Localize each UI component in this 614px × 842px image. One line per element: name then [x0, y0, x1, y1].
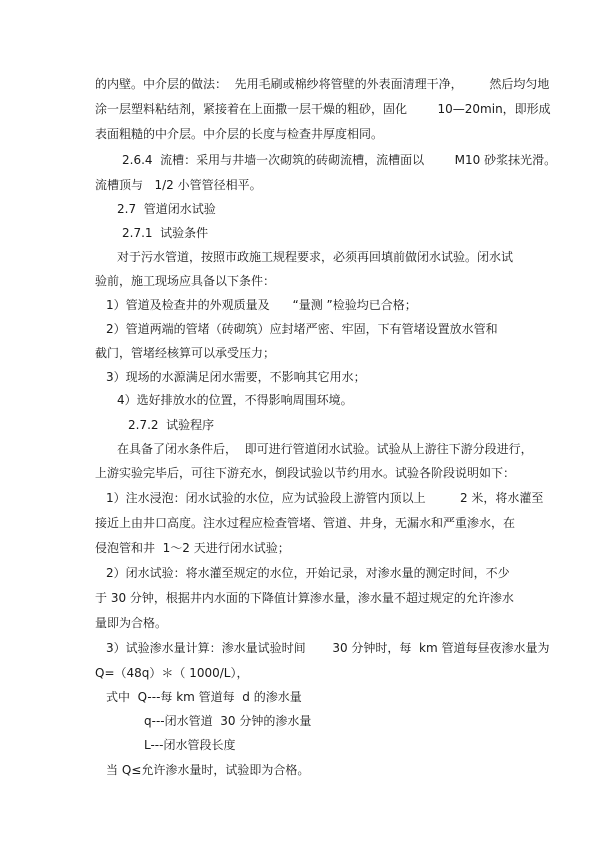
text-line: 于 30 分钟，根据井内水面的下降值计算渗水量，渗水量不超过规定的允许渗水 — [95, 591, 514, 605]
text-line: 2.6.4 流槽：采用与井墙一次砌筑的砖砌流槽，流槽面以 M10 砂浆抹光滑。 — [122, 153, 557, 167]
formula-legend: 式中 Q---每 km 管道每 d 的渗水量 — [106, 690, 302, 704]
formula-legend: L---闭水管段长度 — [144, 738, 236, 752]
text-line: 涂一层塑料粘结剂，紧接着在上面撒一层干燥的粗砂，固化 10—20min，即形成 — [95, 102, 551, 116]
list-item: 4）选好排放水的位置，不得影响周围环境。 — [117, 393, 353, 407]
text-line: 在具备了闭水条件后， 即可进行管道闭水试验。试验从上游往下游分段进行， — [117, 442, 533, 456]
text-line: 上游实验完毕后，可往下游充水，倒段试验以节约用水。试验各阶段说明如下： — [95, 466, 516, 480]
text-line: 表面粗糙的中介层。中介层的长度与检查井厚度相同。 — [95, 127, 384, 141]
text-line: 侵泡管和井 1～2 天进行闭水试验； — [95, 541, 290, 555]
formula-legend: q---闭水管道 30 分钟的渗水量 — [144, 714, 312, 728]
text-line: 接近上由井口高度。注水过程应检查管堵、管道、井身，无漏水和严重渗水，在 — [95, 516, 516, 530]
text-line: 截门，管堵经核算可以承受压力； — [95, 346, 276, 360]
list-item: 1）注水浸泡：闭水试验的水位，应为试验段上游管内顶以上 2 米，将水灌至 — [106, 491, 544, 505]
text-line: 验前，施工现场应具备以下条件： — [95, 274, 276, 288]
list-item: 3）现场的水源满足闭水需要，不影响其它用水； — [106, 370, 366, 384]
list-item: 2）管道两端的管堵（砖砌筑）应封堵严密、牢固，下有管堵设置放水管和 — [106, 322, 498, 336]
subsection-heading: 2.7.2 试验程序 — [128, 418, 215, 432]
list-item: 2）闭水试验：将水灌至规定的水位，开始记录，对渗水量的测定时间，不少 — [106, 566, 510, 580]
list-item: 1）管道及检查井的外观质量及 “量测 ”检验均已合格； — [106, 298, 417, 312]
formula: Q=（48q）＊（ 1000/L）， — [95, 666, 249, 680]
text-line: 的内壁。中介层的做法： 先用毛刷或棉纱将管壁的外表面清理干净， 然后均匀地 — [95, 77, 550, 91]
text-line: 量即为合格。 — [95, 616, 168, 630]
text-line: 当 Q≤允许渗水量时，试验即为合格。 — [106, 763, 310, 777]
text-line: 对于污水管道，按照市政施工规程要求，必须再回填前做闭水试验。闭水试 — [117, 250, 514, 264]
list-item: 3）试验渗水量计算：渗水量试验时间 30 分钟时，每 km 管道每昼夜渗水量为 — [106, 641, 550, 655]
section-heading: 2.7 管道闭水试验 — [117, 202, 216, 216]
subsection-heading: 2.7.1 试验条件 — [122, 226, 209, 240]
text-line: 流槽顶与 1/2 小管管径相平。 — [95, 178, 262, 192]
